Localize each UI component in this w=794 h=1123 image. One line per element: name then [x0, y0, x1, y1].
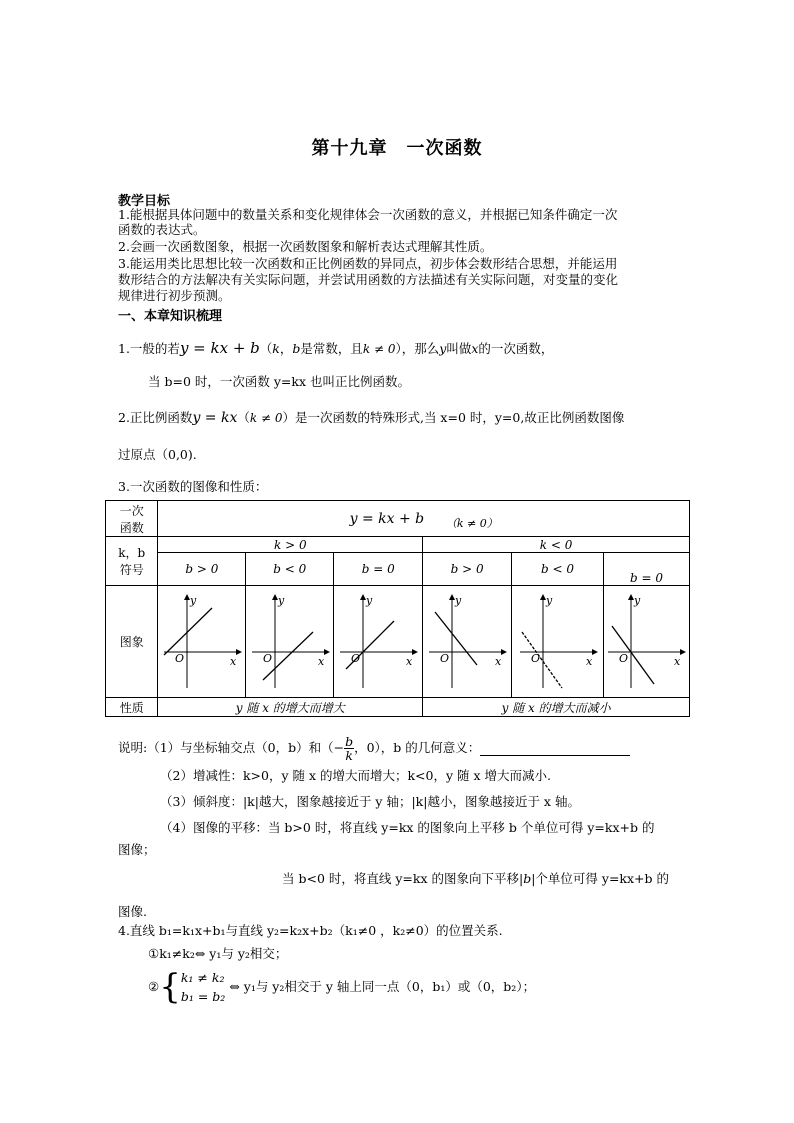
row-label-graph: 图象 [106, 586, 158, 698]
y-axis-label: y [366, 593, 373, 607]
b-sign-cell: b = 0 [334, 553, 423, 586]
x-axis-label: x [317, 654, 325, 668]
graph-k-neg-b-pos [425, 590, 509, 694]
k-positive-header: k > 0 [158, 537, 423, 553]
item1-mid3: ），那么 [395, 341, 440, 356]
item1-k: k [272, 341, 280, 356]
item2-cond: k ≠ 0 [249, 411, 283, 425]
goals-line-6: 规律进行初步预测。 [118, 288, 231, 303]
y-axis-label: y [455, 593, 462, 607]
left-brace-icon: { [159, 967, 181, 1007]
b-sign-cell: b > 0 [423, 553, 512, 586]
goals-heading: 教学目标 [118, 194, 171, 209]
item2-paren: （ [237, 410, 250, 425]
y-axis-label: y [189, 593, 197, 607]
graph-cell [603, 586, 689, 698]
b-sign-cell: b > 0 [158, 553, 246, 586]
abs-b: |b| [518, 871, 536, 886]
graph-k-pos-b-neg [248, 590, 332, 694]
origin-label: O [619, 651, 629, 665]
item4-case2 [148, 968, 535, 1006]
b-sign-cell: b < 0 [512, 553, 604, 586]
origin-label: O [440, 651, 450, 665]
item4-heading: 4.直线 b₁=k₁x+b₁与直线 y₂=k₂x+b₂（k₁≠0 ，k₂≠0）的位置关系. [118, 923, 503, 938]
goals-line-5: 数形结合的方法解决有关实际问题，并尝试用函数的方法描述有关实际问题，对变量的变化 [118, 272, 619, 287]
graph-k-pos-b-pos [160, 590, 244, 694]
note-1-prefix: 说明:（1）与坐标轴交点（0，b）和（− [118, 740, 345, 755]
property-increasing: y 随 x 的增大而增大 [158, 698, 423, 717]
x-axis-label: x [229, 654, 237, 668]
goals-line-3: 2.会画一次函数图象，根据一次函数图象和解析表达式理解其性质。 [118, 239, 493, 254]
item1-mid2: 是常数，且 [300, 341, 363, 356]
case2-mark: ② [148, 979, 160, 994]
item1-suffix: 的一次函数， [478, 341, 554, 356]
origin-label: O [174, 651, 184, 665]
graph-cell [158, 586, 246, 698]
table-formula: y = kx + b [349, 510, 425, 527]
item1-prefix: 1.一般的若 [118, 341, 180, 356]
graph-k-neg-b-zero [604, 590, 688, 694]
item1-b: b [292, 341, 301, 356]
k-negative-header: k < 0 [423, 537, 690, 553]
item4-case1: ①k₁≠k₂⇔ y₁与 y₂相交； [148, 946, 288, 961]
x-axis-label: x [674, 654, 681, 668]
b-sign-cell: b = 0 [603, 553, 689, 586]
y-axis-label: y [277, 593, 285, 607]
graph-k-neg-b-neg [516, 590, 600, 694]
goals-line-2: 函数的表达式。 [118, 222, 206, 237]
y-axis-label: y [634, 593, 641, 607]
note-4b: 图像； [118, 842, 156, 857]
case2-conditions: k₁ ≠ k₂ b₁ = b₂ [180, 970, 226, 1004]
graph-cell [423, 586, 512, 698]
table-cond: （k ≠ 0） [445, 516, 498, 530]
note-2: （2）增减性：k>0，y 随 x 的增大而增大；k<0，y 随 x 增大而减小. [160, 768, 551, 783]
origin-label: O [530, 651, 540, 665]
note-4a: （4）图像的平移：当 b>0 时，将直线 y=kx 的图象向上平移 b 个单位可得 y=kx+b 的 [160, 820, 655, 835]
section-heading: 一、本章知识梳理 [118, 309, 223, 324]
row-label-function: 一次 函数 [106, 501, 158, 537]
answer-blank[interactable] [480, 741, 630, 756]
note-1 [118, 730, 630, 766]
item1-line2: 当 b=0 时，一次函数 y=kx 也叫正比例函数。 [148, 374, 410, 389]
graph-cell [334, 586, 423, 698]
item1-formula: y = kx + b [179, 339, 260, 357]
note-4d: 图像. [118, 904, 147, 919]
item3-heading: 3.一次函数的图像和性质： [118, 479, 268, 494]
y-axis-label: y [545, 593, 552, 607]
item1-paren: （ [259, 341, 273, 356]
graph-cell [512, 586, 604, 698]
graph-cell [246, 586, 334, 698]
item1-sep: ， [279, 341, 293, 356]
origin-label: O [262, 651, 272, 665]
graph-k-pos-b-zero [336, 590, 420, 694]
goals-line-1: 1.能根据具体问题中的数量关系和变化规律体会一次函数的意义，并根据已知条件确定一次 [118, 207, 618, 222]
item1-x: x [471, 341, 479, 356]
goals-line-4: 3.能运用类比思想比较一次函数和正比例函数的异同点，初步体会数形结合思想，并能运用 [118, 256, 618, 271]
item2-formula: y = kx [192, 410, 238, 426]
row-label-signs: k，b 符号 [106, 537, 158, 586]
note-1-suffix: ，0），b 的几何意义： [354, 740, 481, 755]
note-4c: 当 b<0 时，将直线 y=kx 的图象向下平移|b|个单位可得 y=kx+b 的 [282, 871, 670, 886]
note-1-fraction: $\frac{b}{k}$ [345, 733, 354, 763]
item1-mid4: 叫做 [446, 341, 472, 356]
property-decreasing: y 随 x 的增大而减小 [423, 698, 690, 717]
item2-prefix: 2.正比例函数 [118, 410, 193, 425]
origin-label: O [351, 651, 361, 665]
b-sign-cell: b < 0 [246, 553, 334, 586]
note-3: （3）倾斜度：|k|越大，图象越接近于 y 轴；|k|越小，图象越接近于 x 轴。 [160, 794, 580, 809]
page-title: 第十九章 一次函数 [311, 138, 483, 159]
row-label-property: 性质 [106, 698, 158, 717]
item1-cond: k ≠ 0 [362, 342, 396, 356]
x-axis-label: x [495, 654, 502, 668]
item2-line2: 过原点（0,0). [118, 447, 197, 462]
x-axis-label: x [585, 654, 592, 668]
function-formula-cell [158, 501, 690, 537]
item2-line1 [118, 410, 624, 426]
case2-text: ⇔ y₁与 y₂相交于 y 轴上同一点（0，b₁）或（0，b₂）； [229, 979, 536, 994]
x-axis-label: x [406, 654, 413, 668]
item1-y: y [439, 341, 447, 356]
item1-line1 [118, 340, 553, 357]
item2-suffix: ）是一次函数的特殊形式,当 x=0 时，y=0,故正比例函数图像 [282, 410, 625, 425]
linear-function-table [105, 500, 690, 717]
